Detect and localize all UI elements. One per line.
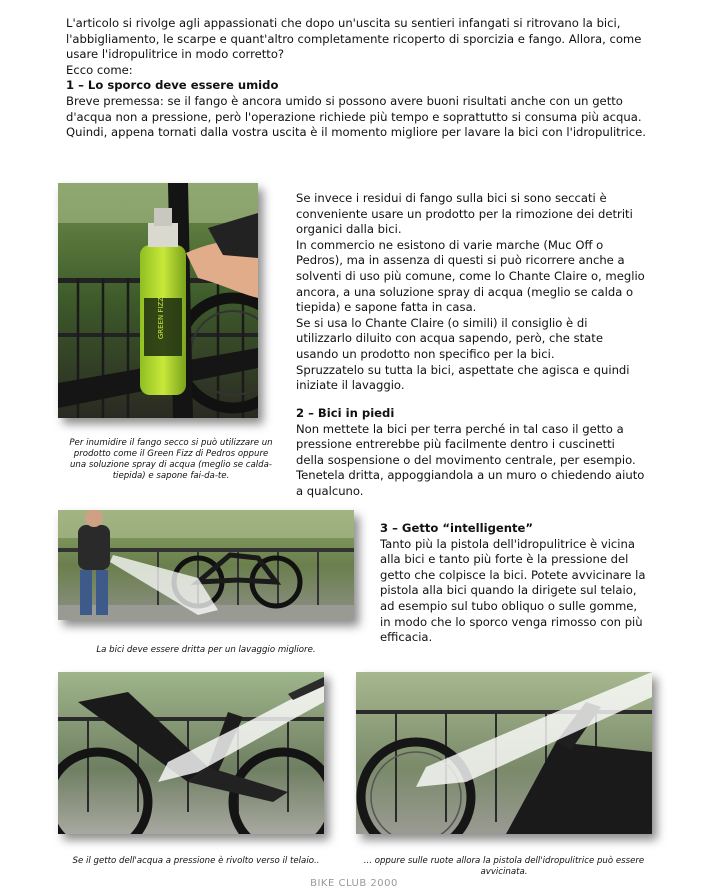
- photo-bike-upright: [58, 510, 354, 620]
- photo-spray-bottle: [58, 183, 258, 418]
- section1-heading: 1 – Lo sporco deve essere umido: [66, 78, 279, 93]
- caption-photo-spray-frame: Se il getto dell'acqua a pressione è rivolto verso il telaio..: [72, 856, 320, 866]
- caption-photo-bike-upright: La bici deve essere dritta per un lavaggio migliore.: [96, 645, 316, 655]
- section2-block: [296, 406, 646, 500]
- bottle-label: GREEN FIZZ: [157, 296, 165, 340]
- right-paragraph-2: In commercio ne esistono di varie marche (Muc Off o Pedros), ma in assenza di questi si può ricorrere anche a solventi di uso più comune, come lo Chante Claire o, meglio ancora, a una soluzione spray di acqua (meglio se calda o tiepida) e sapone fatta in casa.: [296, 237, 645, 315]
- page-footer: BIKE CLUB 2000: [310, 878, 398, 889]
- intro-paragraph: L'articolo si rivolge agli appassionati che dopo un'uscita su sentieri infangati si ritrovano la bici, l'abbigliamento, le scarpe e quant'altro completamente ricoperto di sporcizia e fango. Allora, come usare l'idropulitrice in modo corretto?: [66, 16, 642, 62]
- section2-paragraph: Non mettete la bici per terra perché in tal caso il getto a pressione entrerebbe più facilmente dentro i cuscinetti della sospensione o del movimento centrale, per esempio. Tenetela dritta, appoggiandola a un muro o chiedendo aiuto a qualcuno.: [296, 421, 645, 498]
- photo-spray-wheel: [356, 672, 652, 834]
- section3-heading: 3 – Getto “intelligente”: [380, 521, 534, 535]
- caption-photo-spray-wheel: ... oppure sulle ruote allora la pistola dell'idropulitrice può essere avvicinata.: [363, 856, 645, 877]
- right-paragraph-1: Se invece i residui di fango sulla bici si sono seccati è conveniente usare un prodotto per la rimozione dei detriti organici dalla bici.: [296, 191, 633, 237]
- section1-paragraph-2: Quindi, appena tornati dalla vostra uscita è il momento migliore per lavare la bici con l'idropulitrice.: [66, 125, 646, 140]
- right-paragraph-4: Spruzzatelo su tutta la bici, aspettate che agisca e quindi iniziate il lavaggio.: [296, 362, 630, 393]
- section2-heading: 2 – Bici in piedi: [296, 406, 395, 420]
- section3-block: [380, 521, 650, 646]
- caption-photo-spray-bottle: Per inumidire il fango secco si può utilizzare un prodotto come il Green Fizz di Pedros oppure una soluzione spray di acqua (meglio se calda-tiepida) e sapone fai-da-te.: [69, 438, 273, 481]
- right-paragraph-3: Se si usa lo Chante Claire (o simili) il consiglio è di utilizzarlo diluito con acqua sapendo, però, che state usando un prodotto non specifico per la bici.: [296, 315, 603, 361]
- intro-text-block: [66, 16, 646, 141]
- right-text-block: [296, 191, 646, 394]
- section1-paragraph-1: Breve premessa: se il fango è ancora umido si possono avere buoni risultati anche con un getto d'acqua non a pressione, però l'operazione richiede più tempo e soprattutto si consuma più acqua.: [66, 93, 642, 124]
- intro-lead: Ecco come:: [66, 62, 133, 77]
- photo-spray-frame: [58, 672, 324, 834]
- section3-paragraph: Tanto più la pistola dell'idropulitrice è vicina alla bici e tanto più forte è la pressione del getto che colpisce la bici. Potete avvicinare la pistola alla bici quando la dirigete sul telaio, ad esempio sul tubo obliquo o sulle gomme, in modo che lo sporco venga rimosso con più efficacia.: [380, 536, 646, 645]
